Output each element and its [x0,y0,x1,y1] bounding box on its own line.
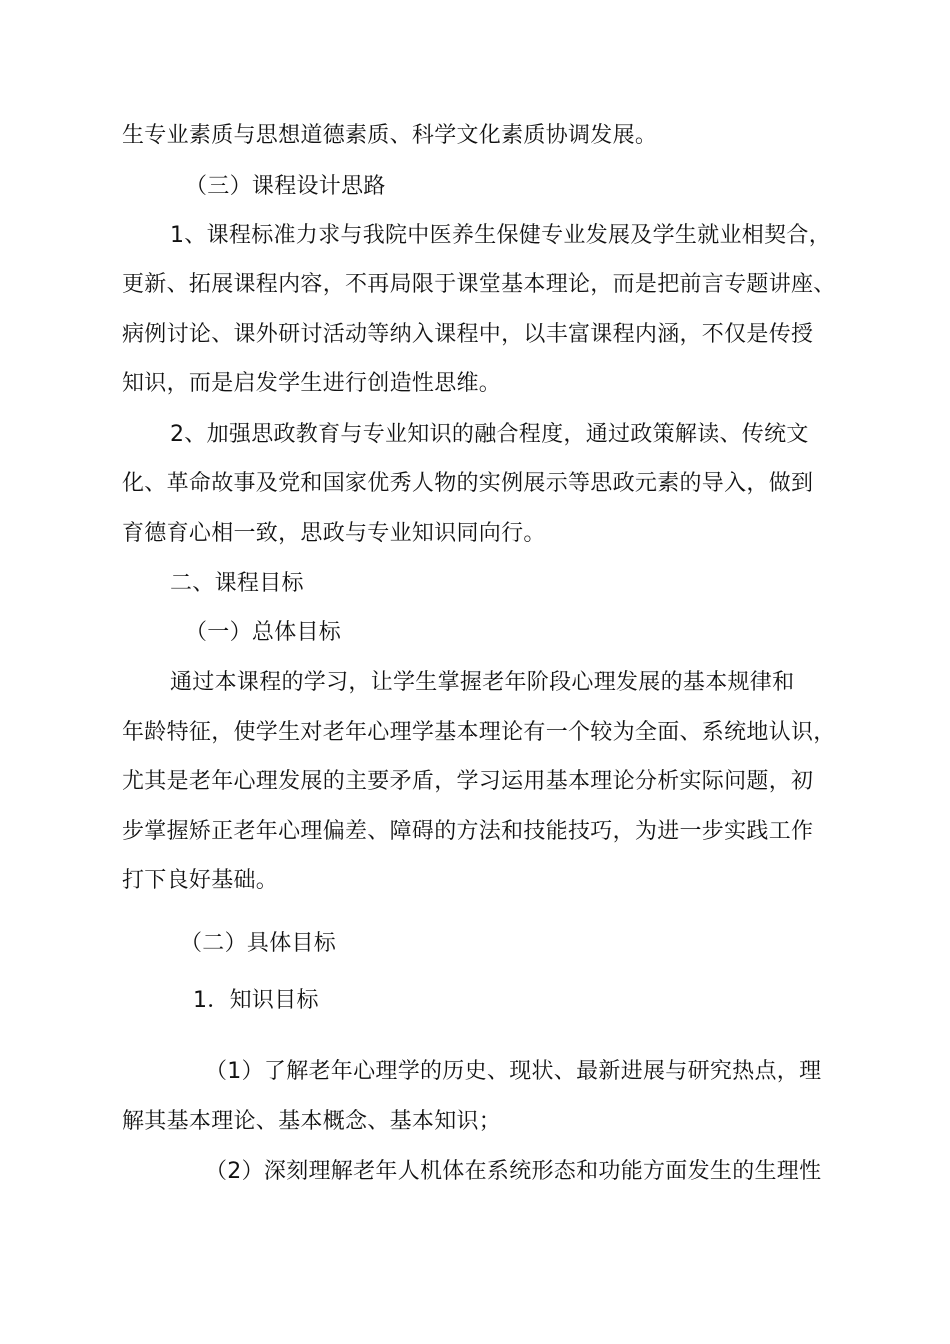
paragraph-line: 更新、拓展课程内容，不再局限于课堂基本理论，而是把前言专题讲座、 [122,272,836,297]
section-heading-overall-goals: （一）总体目标 [185,620,342,645]
paragraph-line: 解其基本理论、基本概念、基本知识； [122,1109,502,1134]
paragraph-line: 1、课程标准力求与我院中医养生保健专业发展及学生就业相契合， [170,223,831,248]
paragraph-line: 育德育心相一致，思政与专业知识同向行。 [122,521,546,546]
paragraph-line: 年龄特征，使学生对老年心理学基本理论有一个较为全面、系统地认识， [122,720,836,745]
paragraph-line: 2、加强思政教育与专业知识的融合程度，通过政策解读、传统文 [170,422,809,447]
section-heading-specific-goals: （二）具体目标 [180,931,337,956]
paragraph-line: 生专业素质与思想道德素质、科学文化素质协调发展。 [122,123,658,148]
paragraph-line: 病例讨论、课外研讨活动等纳入课程中，以丰富课程内涵，不仅是传授 [122,322,814,347]
paragraph-line: 知识，而是启发学生进行创造性思维。 [122,371,502,396]
paragraph-line: 打下良好基础。 [122,868,279,893]
paragraph-line: （1）了解老年心理学的历史、现状、最新进展与研究热点，理 [205,1059,822,1084]
paragraph-line: 化、革命故事及党和国家优秀人物的实例展示等思政元素的导入，做到 [122,471,814,496]
section-heading-course-design: （三）课程设计思路 [185,174,386,199]
paragraph-line: 通过本课程的学习，让学生掌握老年阶段心理发展的基本规律和 [170,670,795,695]
paragraph-line: 步掌握矫正老年心理偏差、障碍的方法和技能技巧，为进一步实践工作 [122,819,814,844]
subheading-knowledge-goals: 1．知识目标 [193,988,319,1013]
paragraph-line: 尤其是老年心理发展的主要矛盾，学习运用基本理论分析实际问题，初 [122,769,814,794]
section-heading-course-goals: 二、课程目标 [170,571,304,596]
paragraph-line: （2）深刻理解老年人机体在系统形态和功能方面发生的生理性 [205,1159,822,1184]
